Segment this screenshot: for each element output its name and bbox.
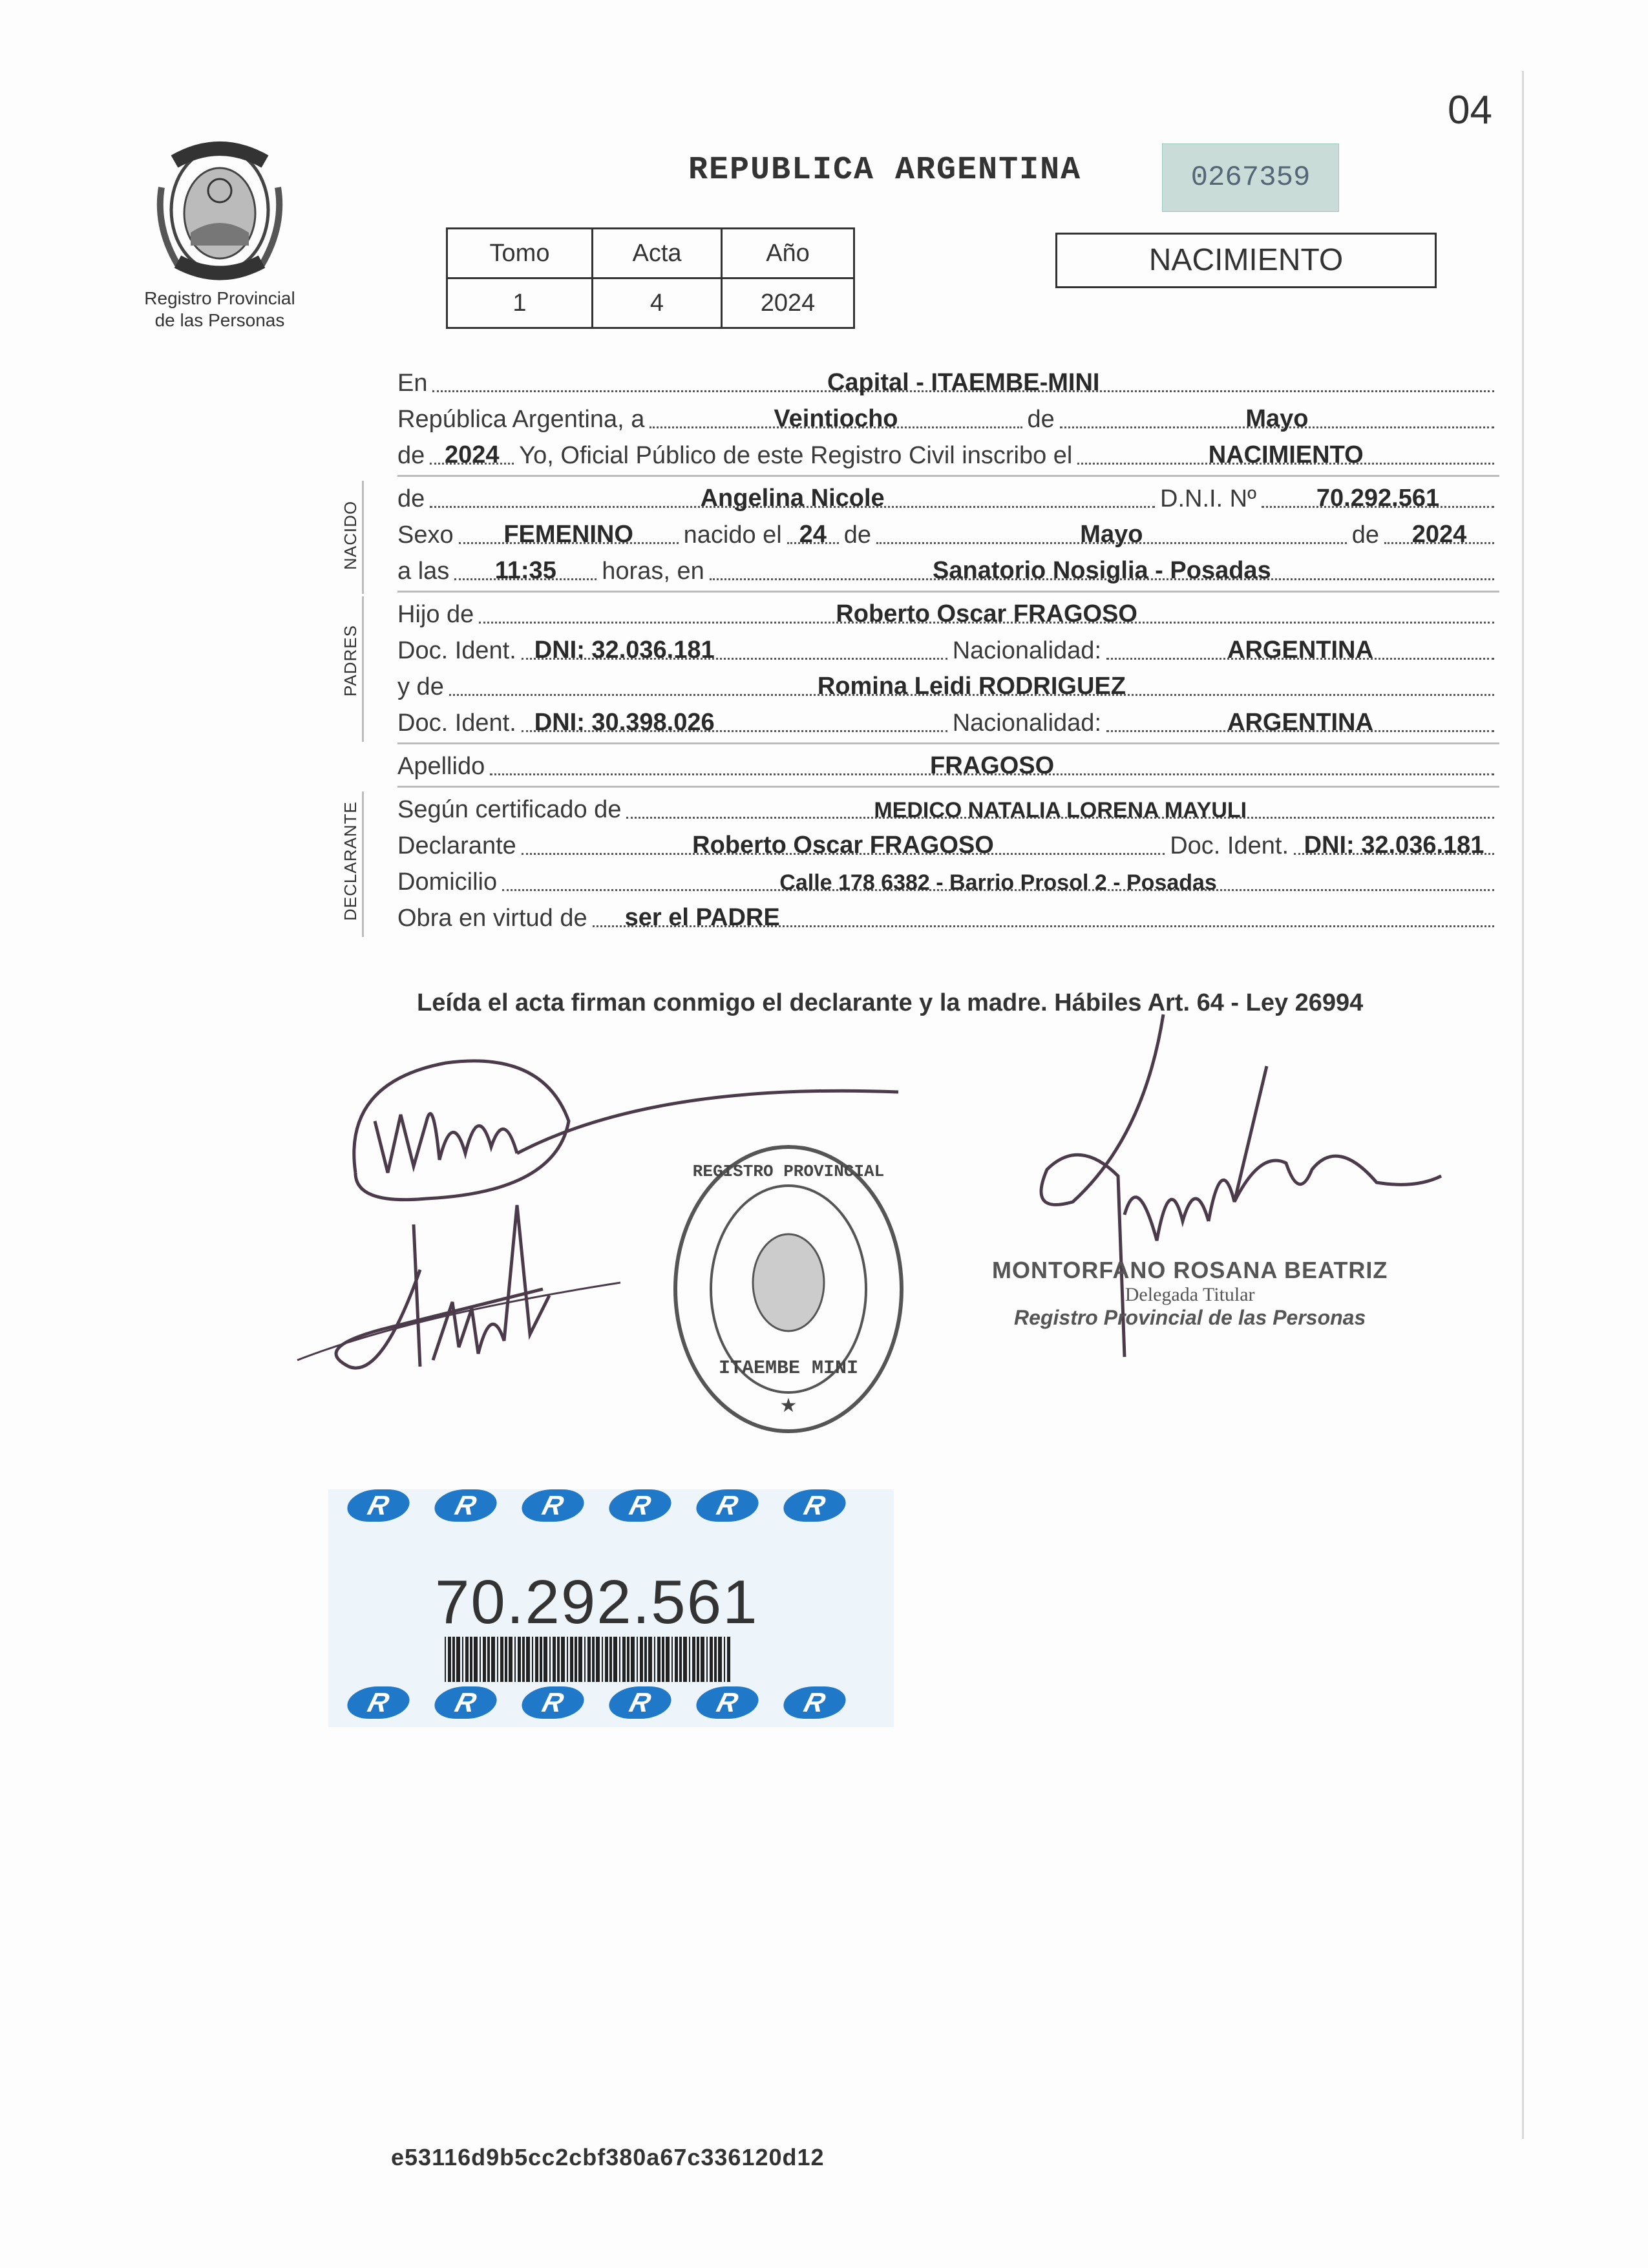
registry-org-name: Registro Provincial de las Personas — [144, 288, 295, 330]
barcode-bar — [619, 1637, 620, 1682]
value-time: 11:35 — [494, 557, 556, 584]
field-declarant-doc — [1294, 827, 1494, 859]
official-name: MONTORFANO ROSANA BEATRIZ — [992, 1257, 1388, 1283]
barcode-bar — [526, 1637, 530, 1682]
field-year — [430, 437, 514, 468]
barcode-bar — [657, 1637, 660, 1682]
row-declarant — [397, 828, 1499, 864]
label-de: de — [1027, 406, 1055, 433]
barcode-bar — [500, 1637, 503, 1682]
r-logo-icon: R — [779, 1489, 849, 1522]
value-month: Mayo — [1245, 405, 1309, 432]
value-act: NACIMIENTO — [1208, 441, 1364, 468]
record-type-box: NACIMIENTO — [1055, 233, 1437, 288]
barcode-bar — [622, 1637, 626, 1682]
r-logo-icon: R — [692, 1686, 762, 1719]
barcode-bar — [596, 1637, 600, 1682]
sidebar-line — [362, 792, 364, 937]
barcode — [445, 1637, 732, 1682]
barcode-bar — [727, 1637, 730, 1682]
row-place — [397, 365, 1499, 401]
field-mother-doc — [522, 704, 947, 736]
row-address — [397, 864, 1499, 900]
document-hash: e53116d9b5cc2cbf380a67c336120d12 — [391, 2144, 825, 2170]
page-number: 04 — [1448, 88, 1492, 132]
barcode-bar — [456, 1637, 460, 1682]
barcode-bar — [724, 1637, 725, 1682]
value-father-doc: DNI: 32.036.181 — [534, 636, 715, 664]
tomo-value: 1 — [447, 278, 593, 328]
barcode-bar — [654, 1637, 655, 1682]
field-place — [432, 364, 1494, 396]
label-horas-en: horas, en — [602, 558, 704, 585]
label-doc-ident: Doc. Ident. — [1170, 832, 1289, 859]
label-nacido-el: nacido el — [683, 521, 782, 549]
r-logo-icon: R — [518, 1686, 587, 1719]
barcode-bar — [718, 1637, 722, 1682]
value-birth-month: Mayo — [1080, 521, 1143, 548]
sticker-logo-band-bottom — [328, 1686, 894, 1727]
barcode-bar — [584, 1637, 586, 1682]
value-address: Calle 178 6382 - Barrio Prosol 2 - Posadas — [779, 870, 1217, 895]
row-time-place — [397, 553, 1499, 589]
section-label-nacido: NACIDO — [341, 500, 360, 570]
barcode-bar — [483, 1637, 486, 1682]
value-reason: ser el PADRE — [624, 904, 780, 931]
field-dni — [1262, 480, 1494, 512]
barcode-bar — [570, 1637, 573, 1682]
official-position: Delegada Titular — [1125, 1284, 1255, 1305]
official-signature — [989, 1008, 1461, 1409]
r-logo-icon: R — [343, 1489, 413, 1522]
field-certificate — [626, 791, 1494, 823]
separator — [397, 786, 1499, 788]
field-birth-day — [787, 516, 839, 548]
closing-note: Leída el acta firman conmigo el declarante y la madre. Hábiles Art. 64 - Ley 26994 — [417, 989, 1364, 1016]
barcode-bar — [710, 1637, 713, 1682]
value-declarant-doc: DNI: 32.036.181 — [1304, 832, 1484, 859]
label-hijo-de: Hijo de — [397, 601, 474, 628]
label-de-month: de — [843, 521, 872, 549]
value-mother-nat: ARGENTINA — [1227, 709, 1373, 736]
barcode-bar — [683, 1637, 687, 1682]
official-block — [992, 1257, 1388, 1330]
barcode-bar — [487, 1637, 490, 1682]
row-reason — [397, 900, 1499, 936]
label-nacionalidad: Nacionalidad: — [952, 709, 1101, 737]
value-certificate: MEDICO NATALIA LORENA MAYULI — [874, 798, 1247, 823]
serial-number-stamp: 0267359 — [1162, 143, 1339, 212]
value-child-name: Angelina Nicole — [700, 485, 885, 512]
barcode-bar — [689, 1637, 690, 1682]
field-month — [1060, 401, 1494, 432]
page-edge-line — [1522, 71, 1524, 2139]
mother-signature — [284, 1186, 646, 1444]
seal-inner-text: ITAEMBE MINI — [718, 1358, 859, 1380]
row-mother-doc — [397, 705, 1499, 741]
field-child-name — [430, 480, 1155, 512]
label-segun-certificado: Según certificado de — [397, 796, 622, 823]
value-birth-place: Sanatorio Nosiglia - Posadas — [933, 557, 1271, 584]
label-doc-ident: Doc. Ident. — [397, 637, 516, 664]
field-sexo — [459, 516, 679, 548]
r-logo-icon: R — [430, 1686, 500, 1719]
document-title: REPUBLICA ARGENTINA — [688, 152, 1082, 189]
separator — [397, 742, 1499, 744]
barcode-bar — [445, 1637, 446, 1682]
section-padres — [341, 596, 1499, 741]
row-sex-birthdate — [397, 517, 1499, 553]
value-year: 2024 — [445, 441, 500, 468]
barcode-bar — [544, 1637, 547, 1682]
value-father-nat: ARGENTINA — [1227, 636, 1373, 664]
delegation-seal — [669, 1140, 908, 1438]
row-mother — [397, 669, 1499, 705]
barcode-bar — [567, 1637, 568, 1682]
field-birth-place — [710, 552, 1494, 584]
barcode-bar — [631, 1637, 635, 1682]
field-birth-month — [876, 516, 1347, 548]
field-father — [479, 596, 1494, 627]
register-header-row — [447, 229, 854, 278]
barcode-bar — [497, 1637, 498, 1682]
r-logo-icon: R — [779, 1686, 849, 1719]
barcode-bar — [491, 1637, 495, 1682]
row-certificate — [397, 792, 1499, 828]
field-mother — [449, 668, 1494, 700]
field-father-doc — [522, 632, 947, 664]
barcode-bar — [692, 1637, 695, 1682]
section-declarante — [341, 792, 1499, 936]
barcode-bar — [701, 1637, 704, 1682]
seal-ring-text: REGISTRO PROVINCIAL — [692, 1162, 885, 1181]
register-value-row — [447, 278, 854, 328]
barcode-bar — [675, 1637, 678, 1682]
label-a-las: a las — [397, 558, 450, 585]
value-father: Roberto Oscar FRAGOSO — [836, 600, 1137, 627]
row-year-act — [397, 437, 1499, 474]
value-sexo: FEMENINO — [503, 521, 633, 548]
value-mother: Romina Leidi RODRIGUEZ — [817, 673, 1126, 700]
field-time — [454, 552, 597, 584]
col-ano-header: Año — [722, 229, 854, 278]
label-apellido: Apellido — [397, 753, 485, 780]
barcode-bar — [549, 1637, 551, 1682]
row-date — [397, 401, 1499, 437]
barcode-bar — [640, 1637, 643, 1682]
row-father — [397, 596, 1499, 633]
field-declarant — [522, 827, 1165, 859]
label-dni: D.N.I. Nº — [1160, 485, 1256, 512]
label-obra-en-virtud: Obra en virtud de — [397, 905, 587, 932]
barcode-bar — [540, 1637, 542, 1682]
label-official-text: Yo, Oficial Público de este Registro Civil inscribo el — [519, 442, 1073, 469]
field-act — [1077, 437, 1494, 468]
sidebar-line — [362, 596, 364, 742]
field-day — [650, 401, 1022, 432]
row-apellido — [397, 748, 1499, 784]
barcode-bar — [637, 1637, 638, 1682]
barcode-bar — [578, 1637, 582, 1682]
label-de-year: de — [397, 442, 425, 469]
barcode-bar — [671, 1637, 673, 1682]
barcode-bar — [448, 1637, 451, 1682]
barcode-bar — [465, 1637, 469, 1682]
barcode-bar — [592, 1637, 595, 1682]
barcode-bar — [535, 1637, 538, 1682]
field-birth-year — [1384, 516, 1494, 548]
label-de: de — [397, 485, 425, 512]
field-mother-nat — [1106, 704, 1494, 736]
field-address — [502, 863, 1494, 895]
barcode-bar — [602, 1637, 603, 1682]
barcode-bar — [553, 1637, 556, 1682]
barcode-bar — [609, 1637, 612, 1682]
barcode-bar — [509, 1637, 512, 1682]
barcode-bar — [714, 1637, 717, 1682]
barcode-bar — [532, 1637, 533, 1682]
r-logo-icon: R — [343, 1686, 413, 1719]
barcode-bar — [514, 1637, 516, 1682]
section-label-declarante: DECLARANTE — [341, 801, 360, 921]
row-child-name — [397, 481, 1499, 517]
misiones-coat-of-arms-logo — [152, 136, 288, 284]
r-logo-icon: R — [605, 1489, 675, 1522]
r-logo-icon: R — [605, 1686, 675, 1719]
barcode-bar — [470, 1637, 472, 1682]
field-father-nat — [1106, 632, 1494, 664]
barcode-bar — [706, 1637, 708, 1682]
field-apellido — [490, 748, 1494, 779]
sidebar-line — [362, 481, 364, 594]
barcode-bar — [679, 1637, 682, 1682]
label-y-de: y de — [397, 673, 444, 700]
sticker-logo-band-top — [328, 1489, 894, 1532]
field-reason — [593, 899, 1494, 931]
r-logo-icon: R — [518, 1489, 587, 1522]
barcode-bar — [575, 1637, 577, 1682]
label-domicilio: Domicilio — [397, 868, 498, 896]
star-icon: ★ — [779, 1395, 798, 1416]
label-de-year: de — [1351, 521, 1379, 549]
barcode-bar — [662, 1637, 664, 1682]
barcode-bar — [587, 1637, 591, 1682]
value-place: Capital - ITAEMBE-MINI — [827, 369, 1100, 396]
label-nacionalidad: Nacionalidad: — [952, 637, 1101, 664]
barcode-bar — [505, 1637, 507, 1682]
id-sticker — [328, 1489, 894, 1727]
label-declarante: Declarante — [397, 832, 516, 859]
barcode-bar — [561, 1637, 565, 1682]
barcode-bar — [644, 1637, 647, 1682]
row-father-doc — [397, 633, 1499, 669]
barcode-bar — [666, 1637, 670, 1682]
label-republica: República Argentina, a — [397, 406, 645, 433]
section-nacido — [341, 481, 1499, 589]
barcode-bar — [627, 1637, 629, 1682]
value-mother-doc: DNI: 30.398.026 — [534, 709, 715, 736]
barcode-bar — [522, 1637, 525, 1682]
acta-value: 4 — [593, 278, 722, 328]
value-day-words: Veintiocho — [774, 405, 898, 432]
separator — [397, 475, 1499, 477]
barcode-bar — [480, 1637, 481, 1682]
value-dni: 70.292.561 — [1316, 485, 1440, 512]
register-table — [446, 227, 855, 329]
value-apellido: FRAGOSO — [930, 752, 1055, 779]
barcode-bar — [697, 1637, 699, 1682]
birth-record-form — [341, 365, 1499, 936]
sticker-number: 70.292.561 — [435, 1568, 759, 1637]
official-org: Registro Provincial de las Personas — [1014, 1306, 1366, 1329]
separator — [397, 591, 1499, 593]
value-birth-day: 24 — [799, 521, 827, 548]
barcode-bar — [518, 1637, 521, 1682]
barcode-bar — [452, 1637, 455, 1682]
label-doc-ident: Doc. Ident. — [397, 709, 516, 737]
section-label-padres: PADRES — [341, 625, 360, 697]
r-logo-icon: R — [692, 1489, 762, 1522]
barcode-bar — [613, 1637, 617, 1682]
label-en: En — [397, 370, 428, 397]
barcode-bar — [462, 1637, 463, 1682]
label-sexo: Sexo — [397, 521, 454, 549]
value-declarant: Roberto Oscar FRAGOSO — [692, 832, 994, 859]
r-logo-icon: R — [430, 1489, 500, 1522]
col-tomo-header: Tomo — [447, 229, 593, 278]
barcode-bar — [605, 1637, 608, 1682]
barcode-bar — [557, 1637, 560, 1682]
barcode-bar — [648, 1637, 652, 1682]
value-birth-year: 2024 — [1411, 521, 1467, 548]
ano-value: 2024 — [722, 278, 854, 328]
barcode-bar — [474, 1637, 478, 1682]
col-acta-header: Acta — [593, 229, 722, 278]
